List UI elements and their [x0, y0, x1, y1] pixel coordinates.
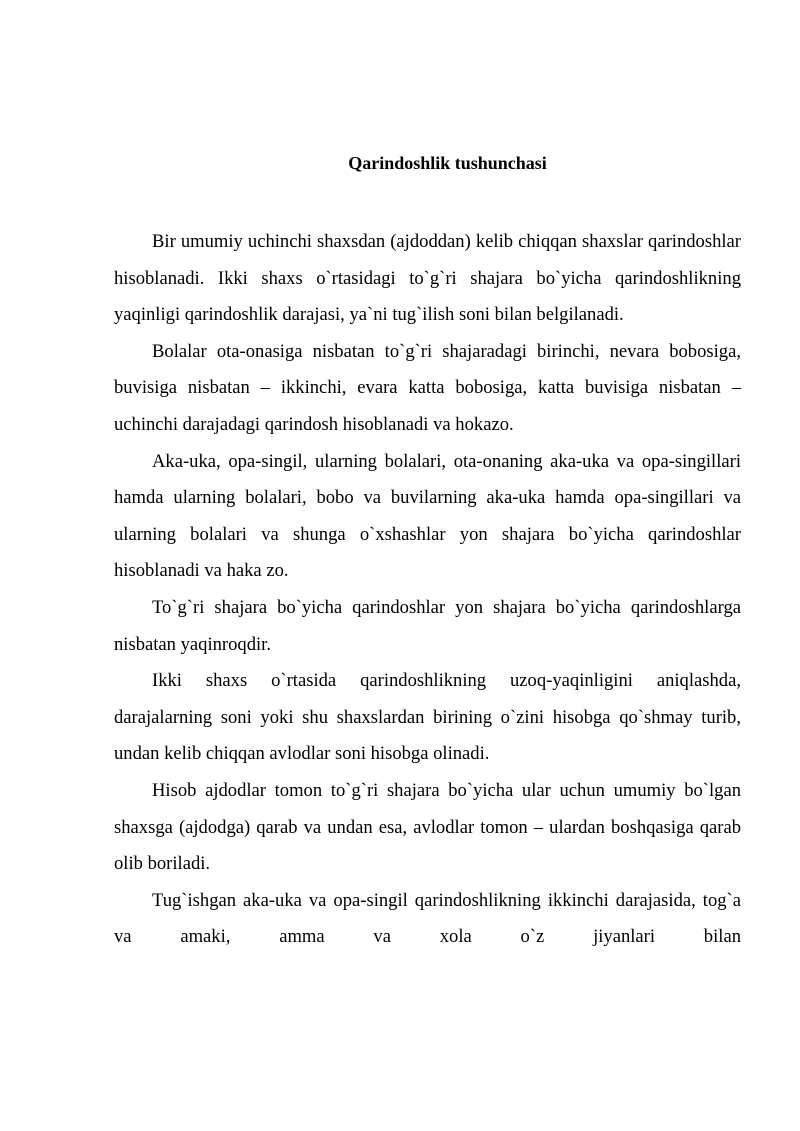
- paragraph-6: Hisob ajdodlar tomon to`g`ri shajara bo`yicha ular uchun umumiy bo`lgan shaxsga (ajdodga) qarab va undan esa, avlodlar tomon – ulardan boshqasiga qarab olib boriladi.: [114, 779, 741, 875]
- document-title: Qarindoshlik tushunchasi: [348, 153, 547, 173]
- paragraph-2: Bolalar ota-onasiga nisbatan to`g`ri shajaradagi birinchi, nevara bobosiga, buvisiga nisbatan – ikkinchi, evara katta bobosiga, katta buvisiga nisbatan – uchinchi darajadagi qarindosh hisoblanadi va hokazo.: [114, 340, 741, 435]
- document-page: [114, 0, 741, 1131]
- document-body: [114, 224, 741, 956]
- paragraph-5: Ikki shaxs o`rtasida qarindoshlikning uzoq-yaqinligini aniqlashda, darajalarning soni yoki shu shaxslardan birining o`zini hisobga qo`shmay turib, undan kelib chiqqan avlodlar soni hisobga olinadi.: [114, 670, 741, 765]
- paragraph-1: Bir umumiy uchinchi shaxsdan (ajdoddan) kelib chiqqan shaxslar qarindoshlar hisoblanadi. Ikki shaxs o`rtasidagi to`g`ri shajara bo`yicha qarindoshlikning yaqinligi qarindoshlik darajasi, ya`ni tug`ilish soni bilan belgilanadi.: [114, 231, 741, 326]
- paragraph-7: Tug`ishgan aka-uka va opa-singil qarindoshlikning ikkinchi darajasida, tog`a va amaki, amma va xola o`z jiyanlari bilan: [114, 889, 741, 948]
- paragraph-4: To`g`ri shajara bo`yicha qarindoshlar yon shajara bo`yicha qarindoshlarga nisbatan yaqinroqdir.: [114, 596, 741, 655]
- paragraph-3: Aka-uka, opa-singil, ularning bolalari, ota-onaning aka-uka va opa-singillari hamda ularning bolalari, bobo va buvilarning aka-uka hamda opa-singillari va ularning bolalari va shunga o`xshashlar yon shajara bo`yicha qarindoshlar hisoblanadi va haka zo.: [114, 450, 741, 582]
